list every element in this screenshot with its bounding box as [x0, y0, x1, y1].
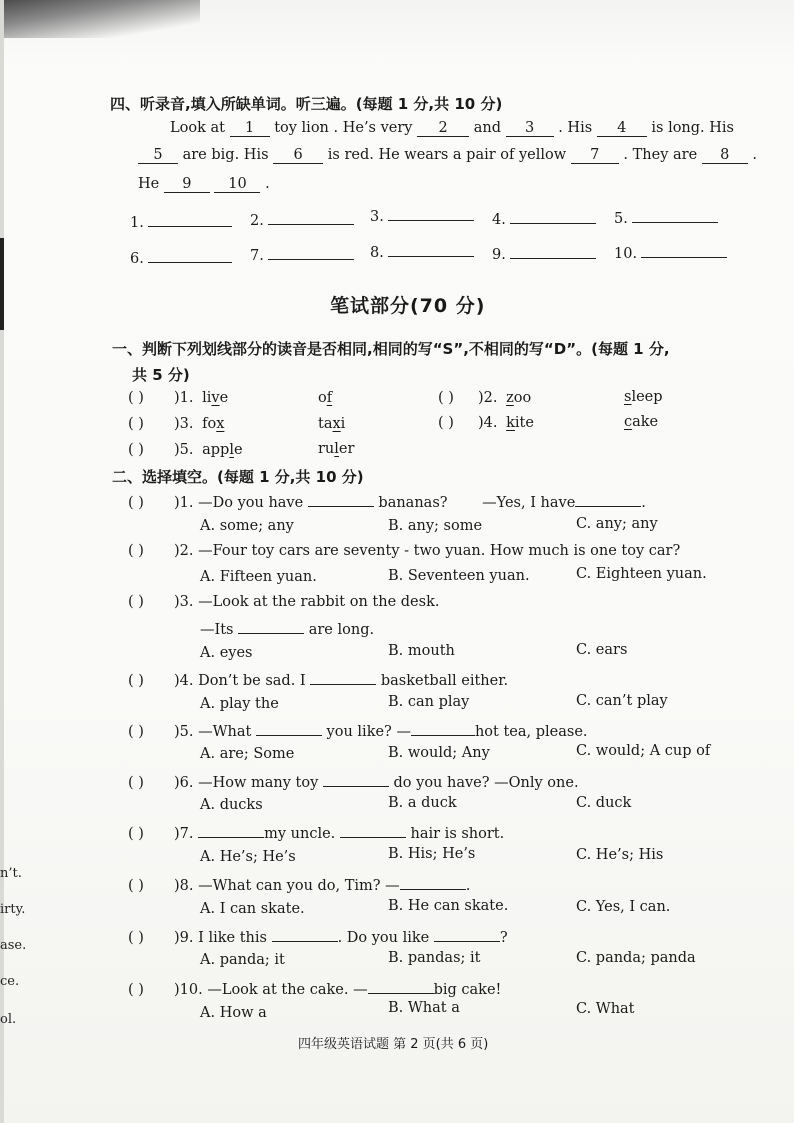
answer-paren[interactable]: ( )	[438, 390, 454, 406]
answer-line-9: 9.	[492, 244, 596, 263]
scan-shadow	[0, 0, 200, 38]
section2-heading: 二、选择填空。(每题 1 分,共 10 分)	[112, 468, 364, 486]
answer-line-6: 6.	[130, 248, 232, 267]
section1-heading: 一、判断下列划线部分的读音是否相同,相同的写“S”,不相同的写“D”。(每题 1 分,	[112, 340, 670, 358]
answer-paren[interactable]: ( )	[128, 724, 144, 740]
fill-blank[interactable]	[310, 670, 376, 685]
blank-4: 4	[597, 120, 647, 137]
q4-option-c: C. can’t play	[576, 693, 668, 709]
blank-7: 7	[571, 147, 619, 164]
question-1: ( ) )1. —Do you have bananas? —Yes, I have .	[128, 492, 646, 511]
pron-item-4: ( ) )4. kite	[438, 415, 534, 431]
question-3-line2: —Its are long.	[200, 619, 374, 638]
blank-3: 3	[506, 120, 554, 137]
fill-blank[interactable]	[340, 823, 406, 838]
fill-blank[interactable]	[198, 823, 264, 838]
blank-10: 10	[214, 176, 260, 193]
fill-blank[interactable]	[256, 721, 322, 736]
fill-blank[interactable]	[434, 927, 500, 942]
q7-option-a: A. He’s; He’s	[200, 849, 296, 865]
answer-input-6[interactable]	[148, 248, 232, 263]
q7-option-c: C. He’s; His	[576, 847, 664, 863]
question-7: ( ) )7. my uncle. hair is short.	[128, 823, 504, 842]
q8-option-b: B. He can skate.	[388, 898, 509, 914]
fill-blank[interactable]	[238, 619, 304, 634]
question-4: ( ) )4. Don’t be sad. I basketball either.	[128, 670, 508, 689]
answer-paren[interactable]: ( )	[128, 594, 144, 610]
edge-fragment: ol.	[0, 1012, 17, 1027]
q5-option-a: A. are; Some	[200, 746, 295, 762]
fill-blank[interactable]	[272, 927, 338, 942]
pron-item-1: ( ) )1. live	[128, 390, 229, 406]
answer-paren[interactable]: ( )	[128, 543, 144, 559]
passage-line-2: 5 are big. His 6 is red. He wears a pair of yellow 7 . They are 8 .	[138, 147, 757, 164]
answer-paren[interactable]: ( )	[128, 673, 144, 689]
q8-option-a: A. I can skate.	[200, 901, 305, 917]
q6-option-b: B. a duck	[388, 795, 457, 811]
edge-fragment: n’t.	[0, 866, 22, 881]
blank-6: 6	[273, 147, 323, 164]
q7-option-b: B. His; He’s	[388, 846, 476, 862]
answer-paren[interactable]: ( )	[128, 930, 144, 946]
q3-option-c: C. ears	[576, 642, 628, 658]
q6-option-c: C. duck	[576, 795, 632, 811]
page-edge	[0, 0, 4, 1123]
answer-line-2: 2.	[250, 210, 354, 229]
answer-line-5: 5.	[614, 208, 718, 227]
pron-item-4-word2: cake	[624, 414, 659, 430]
answer-paren[interactable]: ( )	[438, 415, 454, 431]
q2-option-b: B. Seventeen yuan.	[388, 568, 530, 584]
fill-blank[interactable]	[368, 979, 434, 994]
word: zoo	[506, 390, 532, 406]
q10-option-b: B. What a	[388, 1000, 460, 1016]
passage-line-3: He 9 10 .	[138, 176, 270, 192]
answer-input-1[interactable]	[148, 212, 232, 227]
word: fox	[202, 416, 225, 432]
edge-fragment: ase.	[0, 938, 27, 953]
fill-blank[interactable]	[400, 875, 466, 890]
answer-paren[interactable]: ( )	[128, 390, 144, 406]
q9-option-c: C. panda; panda	[576, 950, 696, 966]
answer-input-2[interactable]	[268, 210, 354, 225]
q5-option-b: B. would; Any	[388, 745, 490, 761]
q2-option-a: A. Fifteen yuan.	[200, 569, 317, 585]
answer-line-8: 8.	[370, 242, 474, 261]
q3-option-b: B. mouth	[388, 643, 455, 659]
question-2: ( ) )2. —Four toy cars are seventy - two yuan. How much is one toy car?	[128, 543, 681, 559]
pron-item-3-word2: taxi	[318, 416, 346, 432]
answer-input-9[interactable]	[510, 244, 596, 259]
q8-option-c: C. Yes, I can.	[576, 899, 671, 915]
answer-line-3: 3.	[370, 206, 474, 225]
question-3: ( ) )3. —Look at the rabbit on the desk.	[128, 594, 440, 610]
edge-fragment: irty.	[0, 902, 26, 917]
answer-input-10[interactable]	[641, 243, 727, 258]
word: apple	[202, 442, 243, 458]
answer-input-5[interactable]	[632, 208, 718, 223]
answer-line-7: 7.	[250, 245, 354, 264]
question-8: ( ) )8. —What can you do, Tim? — .	[128, 875, 470, 894]
binding-mark	[0, 238, 4, 330]
answer-line-1: 1.	[130, 212, 232, 231]
answer-input-7[interactable]	[268, 245, 354, 260]
q4-option-b: B. can play	[388, 694, 470, 710]
word: live	[202, 390, 229, 406]
answer-paren[interactable]: ( )	[128, 982, 144, 998]
fill-blank[interactable]	[323, 772, 389, 787]
q1-option-b: B. any; some	[388, 518, 483, 534]
blank-9: 9	[164, 176, 210, 193]
edge-fragment: ce.	[0, 974, 20, 989]
page-footer: 四年级英语试题 第 2 页(共 6 页)	[298, 1037, 489, 1052]
blank-5: 5	[138, 147, 178, 164]
answer-paren[interactable]: ( )	[128, 495, 144, 511]
pron-item-3: ( ) )3. fox	[128, 416, 225, 432]
q3-option-a: A. eyes	[200, 645, 253, 661]
question-6: ( ) )6. —How many toy do you have? —Only one.	[128, 772, 579, 791]
passage-line-1: Look at 1 toy lion . He’s very 2 and 3 . His 4 is long. His	[170, 120, 734, 136]
listening-heading: 四、听录音,填入所缺单词。听三遍。(每题 1 分,共 10 分)	[110, 95, 503, 113]
fill-blank[interactable]	[308, 492, 374, 507]
q1-option-c: C. any; any	[576, 516, 658, 532]
blank-2: 2	[417, 120, 469, 137]
answer-paren[interactable]: ( )	[128, 442, 144, 458]
q1-option-a: A. some; any	[200, 518, 294, 534]
answer-input-3[interactable]	[388, 206, 474, 221]
q10-option-a: A. How a	[200, 1005, 267, 1021]
word: kite	[506, 415, 534, 431]
q6-option-a: A. ducks	[200, 797, 263, 813]
answer-input-4[interactable]	[510, 209, 596, 224]
q9-option-b: B. pandas; it	[388, 950, 481, 966]
q2-option-c: C. Eighteen yuan.	[576, 566, 707, 582]
answer-paren[interactable]: ( )	[128, 416, 144, 432]
answer-paren[interactable]: ( )	[128, 775, 144, 791]
q4-option-a: A. play the	[200, 696, 279, 712]
answer-line-10: 10.	[614, 243, 727, 262]
pron-item-5-word2: ruler	[318, 441, 355, 457]
answer-input-8[interactable]	[388, 242, 474, 257]
answer-paren[interactable]: ( )	[128, 878, 144, 894]
blank-8: 8	[702, 147, 748, 164]
question-10: ( ) )10. —Look at the cake. — big cake!	[128, 979, 501, 998]
pron-item-2-word2: sleep	[624, 389, 663, 405]
pron-item-1-word2: of	[318, 390, 333, 406]
answer-paren[interactable]: ( )	[128, 826, 144, 842]
question-5: ( ) )5. —What you like? — hot tea, please.	[128, 721, 588, 740]
q5-option-c: C. would; A cup of	[576, 743, 711, 759]
section1-heading-cont: 共 5 分)	[132, 366, 190, 384]
written-section-title: 笔试部分(70 分)	[330, 295, 486, 317]
fill-blank[interactable]	[411, 721, 475, 736]
question-9: ( ) )9. I like this . Do you like ?	[128, 927, 508, 946]
answer-line-4: 4.	[492, 209, 596, 228]
q9-option-a: A. panda; it	[200, 952, 285, 968]
q10-option-c: C. What	[576, 1001, 635, 1017]
pron-item-5: ( ) )5. apple	[128, 442, 243, 458]
blank-1: 1	[230, 120, 270, 137]
fill-blank[interactable]	[575, 492, 641, 507]
pron-item-2: ( ) )2. zoo	[438, 390, 532, 406]
